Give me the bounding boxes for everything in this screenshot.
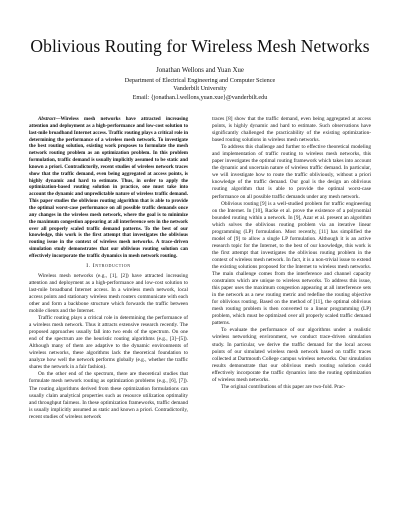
- abstract: [29, 116, 188, 260]
- paper-authors: Jonathan Wellons and Yuan Xue: [156, 67, 244, 74]
- paper-title: Oblivious Routing for Wireless Mesh Networks: [30, 36, 370, 56]
- affiliation-university: Vanderbilt University: [173, 85, 227, 92]
- body-paragraph: To address this challenge and further to effective theoretical modeling and implementation of traffic routing to wireless mesh networks, this paper investigates the optimal routing framework which takes into account the dynamic and uncertain nature of wireless traffic demand. In particular, we will investigate how to route the traffic obliviously, without a priori knowledge of the traffic demand. Our goal is the design an oblivious routing algorithm that is able to provide the optimal worst-case performance on all possible traffic demands under any mesh network.: [212, 144, 371, 200]
- body-paragraph: traces [8] show that the traffic demand, even being aggregated at access points, is highly dynamic and hard to estimate. Such observations have significantly challenged the practicability of the existing optimization-based routing solutions in wireless mesh networks.: [212, 116, 371, 144]
- body-paragraph: The original contributions of this paper are two-fold. Prac-: [221, 383, 346, 390]
- body-paragraph: Wireless mesh networks (e.g., [1], [2]) have attracted increasing attention and deployment as a high-performance and low-cost solution to last-mile broadband Internet access. In a wireless mesh network, local access points and stationary wireless mesh routers communicate with each other and form a backbone structure which forwards the traffic between mobile clients and the Internet.: [29, 272, 188, 314]
- body-paragraph: On the other end of the spectrum, there are theoretical studies that formulate mesh network routing as optimization problems (e.g., [6], [7]). The routing algorithms derived from these optimization formulations can usually claim analytical properties such as resource utilization optimality and throughput fairness. In these optimization frameworks, traffic demand is usually implicitly assumed as static and known a priori. Contradictorily, recent studies of wireless network: [29, 371, 188, 420]
- section-heading-introduction: I. Introduction: [86, 262, 131, 269]
- right-column: [212, 116, 371, 391]
- abstract-label: Abstract: [38, 116, 56, 122]
- affiliation-department: Department of Electrical Engineering and Computer Science: [124, 76, 276, 84]
- author-email: Email: {jonathan.l.wellons,yuan.xue}@vanderbilt.edu: [132, 93, 268, 101]
- abstract-text: —Wireless mesh networks have attracted increasing attention and deployment as a high-performance and low-cost solution to last-mile broadband Internet access. Traffic routing plays a critical role in determining the performance of a wireless mesh network. To investigate the best routing solution, existing work proposes to formulate the mesh network routing problem as an optimization problem. In this problem formulation, traffic demand is usually implicitly assumed to be static and known a priori. Contradictorily, recent studies of wireless network traces show that the traffic demand, even being aggregated at access points, is highly dynamic and hard to estimate. Thus, in order to apply the optimization-based routing solution in practice, one must take into account the dynamic and unpredictable nature of wireless traffic demand. This paper studies the oblivious routing algorithm that is able to provide the optimal worst-case performance on all possible traffic demands once any changes in the wireless mesh network, where the goal is to minimize the maximum congestion appearing at all interference sets in the network over all properly scaled traffic demand patterns. To the best of our knowledge, this work is the first attempt that investigates the oblivious routing issue in the context of wireless mesh networks. A trace-driven simulation study demonstrates that our oblivious routing solution can effectively incorporate the traffic dynamics in mesh network routing.: [29, 116, 188, 259]
- body-paragraph: Oblivious routing [9] is a well-studied problem for traffic engineering on the Internet. In [10], Racke et al. prove the existence of a polynomial bounded routing within a network. In [9], Azar et al. present an algorithm which solves the oblivious routing problem via an iterative linear programming (LP) formulation. Most recently, [11] has simplified the model of [9] to allow a single LP formulation. Although it is an active research topic for the Internet, to the best of our knowledge, this work is the first attempt that investigates the oblivious routing problem in the context of wireless mesh network. In fact, it is a non-trivial issue to extend the existing solutions proposed for the Internet to wireless mesh networks. The main challenge comes from the interference and channel capacity constraints which are unique to wireless networks. To address this issue, this paper uses the maximum congestion appearing at all interference sets in the network as a new routing metric and redefine the routing objective for oblivious routing. Based on the method of [11], the optimal oblivious mesh routing problem is then converted to a linear programming (LP) problem, which must be optimized over all properly scaled traffic demand patterns.: [212, 200, 371, 327]
- body-paragraph: Traffic routing plays a critical role in determining the performance of a wireless mesh network. Thus it attracts extensive research recently. The proposed approaches usually fall into two ends of the spectrum. On one end of the spectrum are the heuristic routing algorithms (e.g., [3]–[5]). Although many of them are adaptive to the dynamic environments of wireless networks, these algorithms lack the theoretical foundation to analyze how well the network performs globally (e.g., whether the traffic shares the network in a fair fashion).: [29, 315, 188, 371]
- body-paragraph: To evaluate the performance of our algorithms under a realistic wireless networking environment, we conduct trace-driven simulation study. In particular, we derive the traffic demand for the local access points of our simulated wireless mesh network based on traffic traces collected at Dartmouth College campus wireless networks. Our simulation results demonstrate that our oblivious mesh routing solution could effectively incorporate the traffic dynamics into the routing optimization of wireless mesh networks.: [212, 327, 371, 383]
- left-column: [29, 116, 188, 421]
